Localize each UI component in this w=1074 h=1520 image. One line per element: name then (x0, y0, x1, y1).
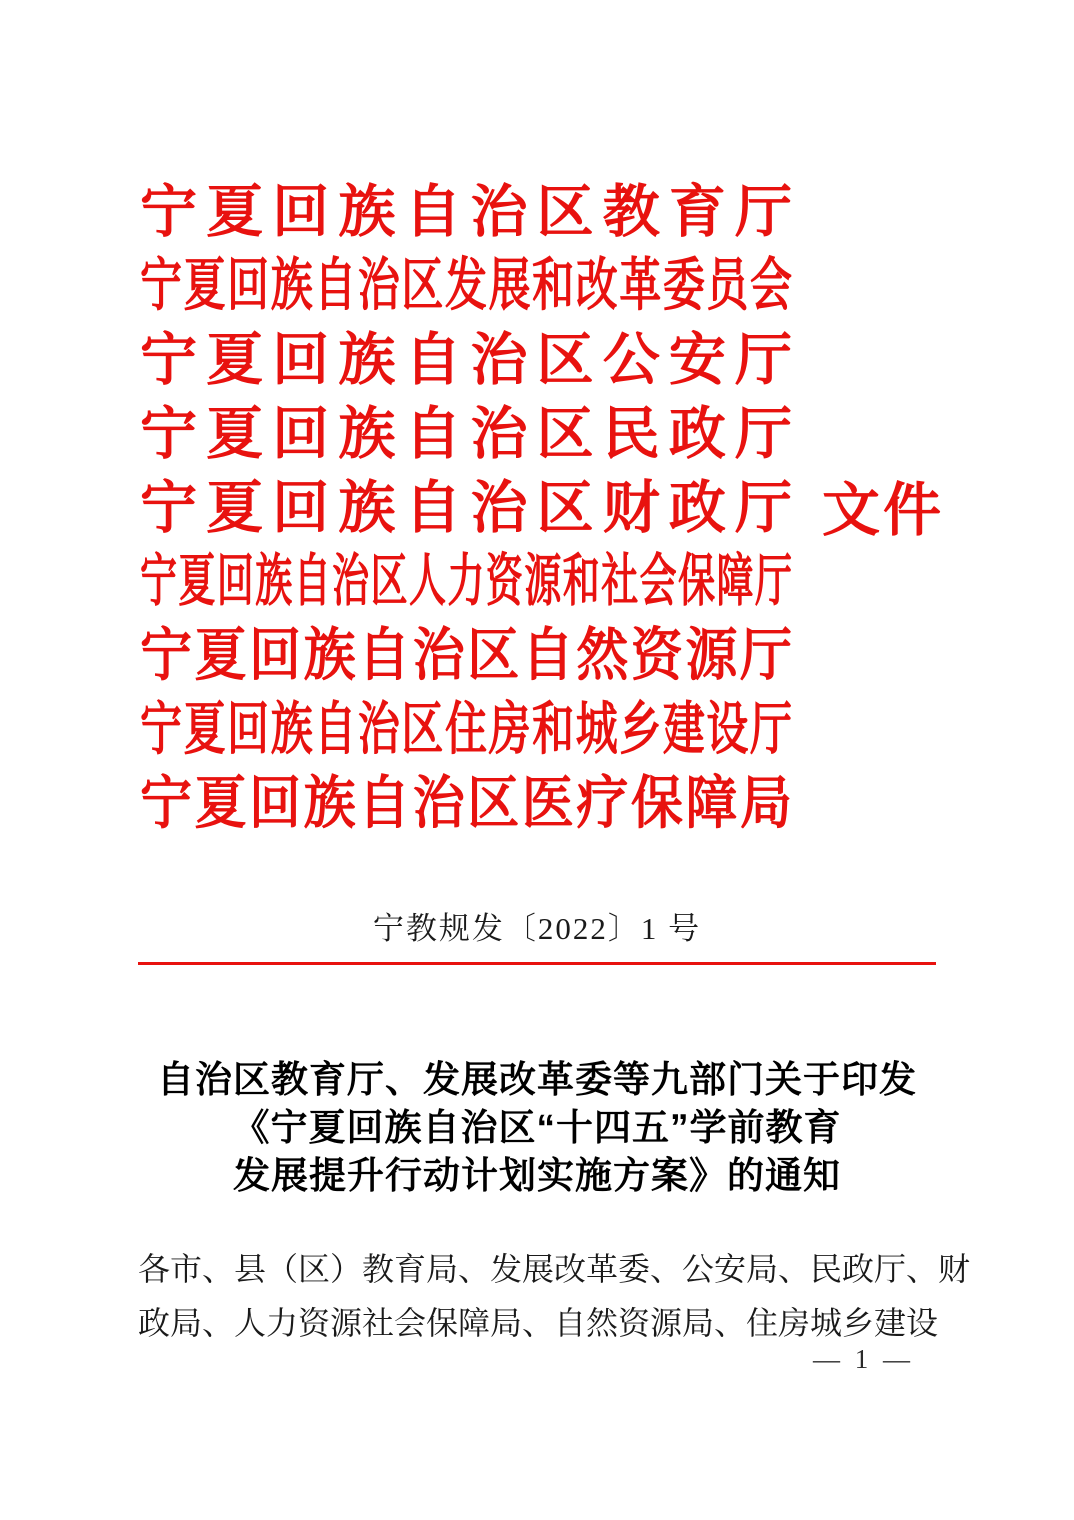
document-label: 文件 (822, 478, 945, 543)
doc-number: 宁教规发〔2022〕1 号 (372, 911, 702, 946)
agency-line-civil-affairs: 宁夏回族自治区民政厅 (140, 403, 792, 466)
agency-line-natural-resources: 宁夏回族自治区自然资源厅 (140, 625, 792, 688)
agency-line-finance: 宁夏回族自治区财政厅 (140, 477, 792, 540)
agency-line-housing-construction: 宁夏回族自治区住房和城乡建设厅 (140, 699, 792, 763)
letterhead-block (140, 176, 792, 842)
body-paragraph-line-2: 政局、人力资源社会保障局、自然资源局、住房城乡建设 (138, 1305, 939, 1341)
agency-line-development-reform: 宁夏回族自治区发展和改革委员会 (140, 255, 792, 319)
agency-line-medical-security: 宁夏回族自治区医疗保障局 (140, 773, 792, 836)
agency-line-education: 宁夏回族自治区教育厅 (140, 181, 792, 244)
page-number: — 1 — (813, 1344, 914, 1374)
notice-title-line-1: 自治区教育厅、发展改革委等九部门关于印发 (157, 1059, 917, 1100)
agency-line-public-security: 宁夏回族自治区公安厅 (140, 329, 792, 392)
notice-title-line-3: 发展提升行动计划实施方案》的通知 (233, 1155, 841, 1196)
notice-title-line-2: 《宁夏回族自治区“十四五”学前教育 (232, 1107, 842, 1148)
body-paragraph (138, 1242, 971, 1350)
red-separator-line (138, 962, 936, 965)
notice-title (0, 1056, 1074, 1200)
body-paragraph-line-1: 各市、县（区）教育局、发展改革委、公安局、民政厅、财 (138, 1251, 971, 1287)
agency-line-human-resources: 宁夏回族自治区人力资源和社会保障厅 (140, 550, 792, 614)
